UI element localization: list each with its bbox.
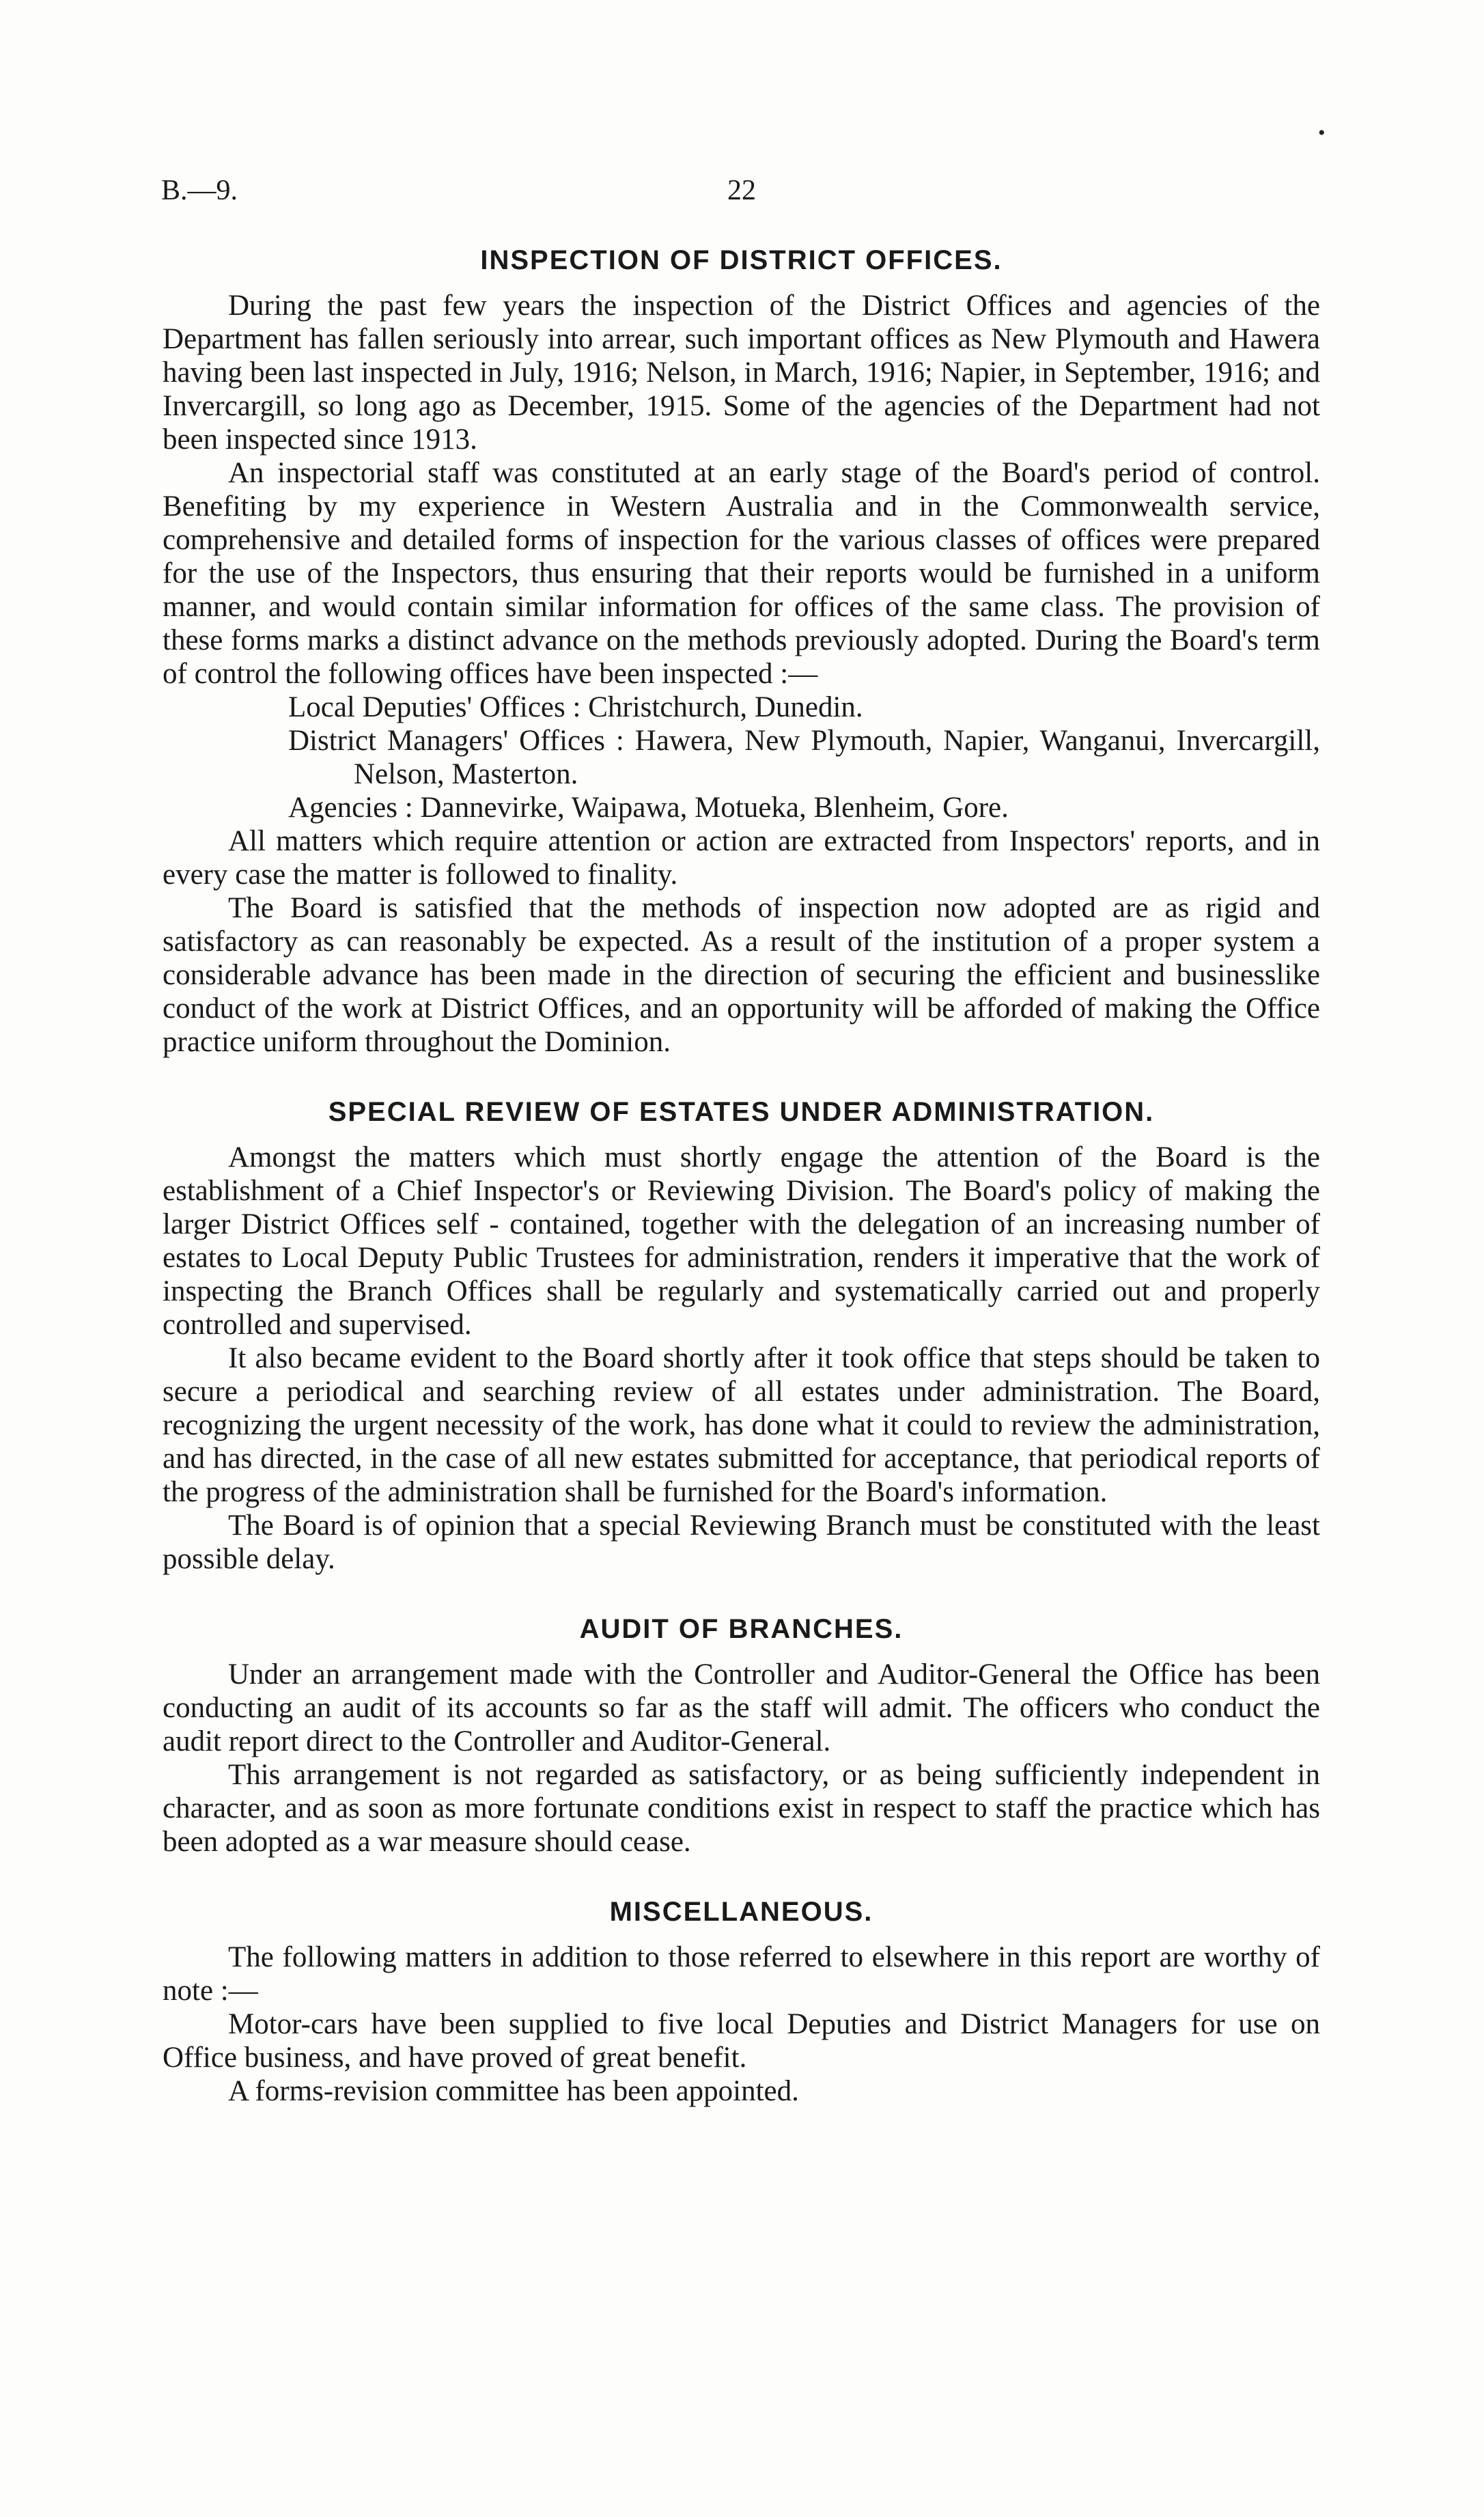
- paragraph: Under an arrangement made with the Controller and Auditor-General the Office has been conducting an audit of its accounts so far as the staff will admit. The officers who conduct the audit report direct to the Controller and Auditor-General.: [163, 1658, 1320, 1757]
- section-heading: MISCELLANEOUS.: [609, 1897, 873, 1927]
- page-number: 22: [727, 175, 756, 206]
- paragraph: An inspectorial staff was constituted at an early stage of the Board's period of control. Benefiting by my experience in Western Australia and in the Commonwealth service, comprehensive and detailed forms of inspection for the various classes of offices were prepared for the use of the Inspectors, thus ensuring that their reports would be furnished in a uniform manner, and would contain similar information for offices of the same class. The provision of these forms marks a distinct advance on the methods previously adopted. During the Board's term of control the following offices have been inspected :—: [163, 457, 1320, 690]
- list-item: District Managers' Offices : Hawera, New Plymouth, Napier, Wanganui, Invercargill, Nelson, Masterton.: [288, 725, 1320, 790]
- paragraph: This arrangement is not regarded as satisfactory, or as being sufficiently independent in character, and as soon as more fortunate conditions exist in respect to staff the practice which has been adopted as a war measure should cease.: [163, 1759, 1320, 1858]
- paragraph: A forms-revision committee has been appointed.: [228, 2075, 799, 2107]
- section-heading: SPECIAL REVIEW OF ESTATES UNDER ADMINISTRATION.: [328, 1097, 1155, 1127]
- paragraph: All matters which require attention or action are extracted from Inspectors' reports, and in every case the matter is followed to finality.: [163, 825, 1320, 891]
- paragraph: During the past few years the inspection of the District Offices and agencies of the Department has fallen seriously into arrear, such important offices as New Plymouth and Hawera having been last inspected in July, 1916; Nelson, in March, 1916; Napier, in September, 1916; and Invercargill, so long ago as December, 1915. Some of the agencies of the Department had not been inspected since 1913.: [163, 290, 1320, 456]
- section-heading: AUDIT OF BRANCHES.: [579, 1614, 904, 1644]
- section-special-review: [163, 1094, 1320, 1576]
- section-inspection: [163, 242, 1320, 1059]
- list-item: Agencies : Dannevirke, Waipawa, Motueka, Blenheim, Gore.: [288, 792, 1009, 824]
- paragraph: Motor-cars have been supplied to five local Deputies and District Managers for use on Office business, and have proved of great benefit.: [163, 2008, 1320, 2074]
- document-reference: B.—9.: [161, 175, 238, 206]
- inspected-offices-list: [163, 691, 1320, 824]
- paragraph: It also became evident to the Board shortly after it took office that steps should be taken to secure a periodical and searching review of all estates under administration. The Board, recognizing the urgent necessity of the work, has done what it could to review the administration, and has directed, in the case of all new estates submitted for acceptance, that periodical reports of the progress of the administration shall be furnished for the Board's information.: [163, 1342, 1320, 1508]
- document-body: [163, 242, 1320, 2108]
- paragraph: The Board is satisfied that the methods of inspection now adopted are as rigid and satisfactory as can reasonably be expected. As a result of the institution of a proper system a considerable advance has been made in the direction of securing the efficient and businesslike conduct of the work at District Offices, and an opportunity will be afforded of making the Office practice uniform throughout the Dominion.: [163, 892, 1320, 1058]
- paragraph: Amongst the matters which must shortly engage the attention of the Board is the establishment of a Chief Inspector's or Reviewing Division. The Board's policy of making the larger District Offices self - contained, together with the delegation of an increasing number of estates to Local Deputy Public Trustees for administration, renders it imperative that the work of inspecting the Branch Offices shall be regularly and systematically carried out and properly controlled and supervised.: [163, 1141, 1320, 1341]
- list-item: Local Deputies' Offices : Christchurch, Dunedin.: [288, 691, 863, 723]
- section-miscellaneous: [163, 1894, 1320, 2108]
- speck-mark: •: [1318, 122, 1326, 144]
- paragraph: The following matters in addition to those referred to elsewhere in this report are worthy of note :—: [163, 1941, 1320, 2007]
- page-header: [161, 174, 1322, 215]
- paragraph: The Board is of opinion that a special Reviewing Branch must be constituted with the least possible delay.: [163, 1510, 1320, 1575]
- section-audit: [163, 1611, 1320, 1859]
- section-heading: INSPECTION OF DISTRICT OFFICES.: [480, 245, 1003, 275]
